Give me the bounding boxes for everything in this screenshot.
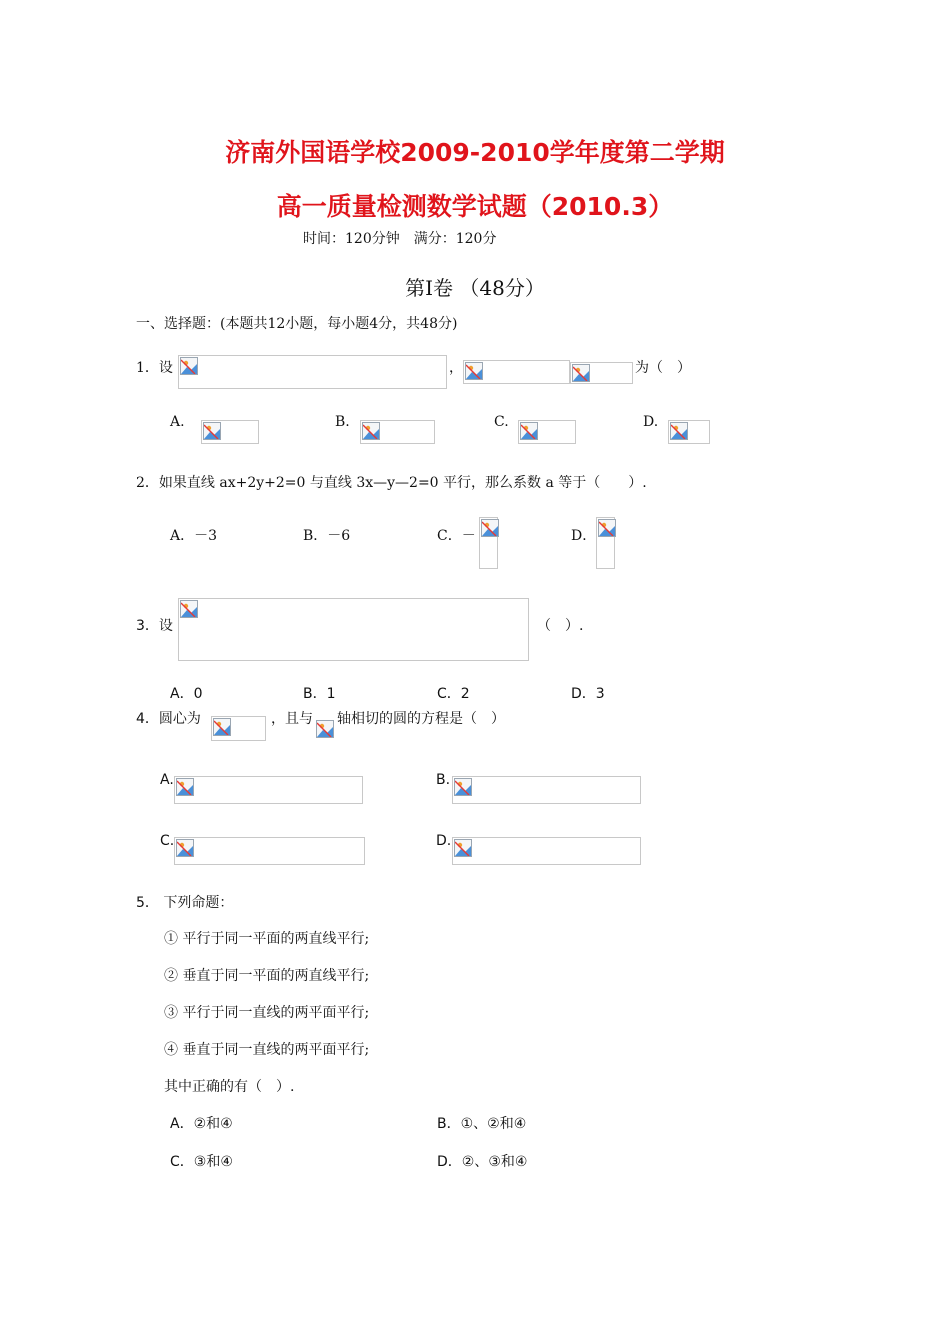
q4-suffix: 轴相切的圆的方程是（ ） xyxy=(337,711,505,727)
q5-stem: 5． 下列命题： xyxy=(136,895,234,911)
q5-item-2: ② 垂直于同一平面的两直线平行; xyxy=(164,968,370,984)
q4-option-c-label: C. xyxy=(160,833,175,849)
q2-option-c: C．－ xyxy=(437,528,476,544)
q4-option-b-label: B. xyxy=(436,772,451,788)
q2-option-c-image xyxy=(479,517,498,569)
broken-image-icon xyxy=(572,364,590,382)
broken-image-icon xyxy=(520,422,538,440)
q4-option-a-image xyxy=(174,776,363,804)
q2-option-d: D． xyxy=(571,528,597,544)
q5-question: 其中正确的有（ ）. xyxy=(164,1079,295,1095)
q5-option-b: B．①、②和④ xyxy=(437,1116,527,1132)
broken-image-icon xyxy=(598,519,616,537)
broken-image-icon xyxy=(176,839,194,857)
q5-option-a: A．②和④ xyxy=(170,1116,233,1132)
q1-number: 1．设 xyxy=(136,360,173,376)
q4-option-d-label: D. xyxy=(436,833,452,849)
q1-option-c-label: C. xyxy=(494,414,509,430)
q4-option-c-image xyxy=(174,837,365,865)
broken-image-icon xyxy=(316,720,334,738)
q5-item-1: ① 平行于同一平面的两直线平行; xyxy=(164,931,370,947)
q5-option-c: C．③和④ xyxy=(170,1154,233,1170)
q2-text: 2．如果直线 ax+2y+2=0 与直线 3x—y—2=0 平行，那么系数 a 等于（ ）. xyxy=(136,475,647,491)
q3-tail: （ ）. xyxy=(537,618,584,634)
q4-option-a-label: A. xyxy=(160,772,174,788)
q3-option-a: A．0 xyxy=(170,686,203,702)
q1-comma: ， xyxy=(449,360,463,376)
broken-image-icon xyxy=(454,839,472,857)
exam-title-line1: 济南外国语学校2009-2010学年度第二学期 xyxy=(225,138,725,167)
broken-image-icon xyxy=(203,422,221,440)
q1-set-formula-image xyxy=(178,355,447,389)
exam-title-line2: 高一质量检测数学试题（2010.3） xyxy=(276,192,674,221)
broken-image-icon xyxy=(454,778,472,796)
q5-option-d: D．②、③和④ xyxy=(437,1154,528,1170)
q4-axis-image xyxy=(315,719,335,739)
q4-middle: ，且与 xyxy=(271,711,313,727)
q1-option-d-label: D. xyxy=(643,414,659,430)
q2-option-b: B．－6 xyxy=(303,528,351,544)
volume-title: 第Ⅰ卷 （48分） xyxy=(405,276,545,300)
q3-number: 3．设 xyxy=(136,618,173,634)
q3-option-c: C．2 xyxy=(437,686,470,702)
q1-option-d-image xyxy=(668,420,710,444)
q5-item-3: ③ 平行于同一直线的两平面平行; xyxy=(164,1005,370,1021)
q1-tail: 为（ ） xyxy=(635,360,691,376)
q4-option-b-image xyxy=(452,776,641,804)
q3-option-b: B．1 xyxy=(303,686,336,702)
broken-image-icon xyxy=(213,718,231,736)
q1-formula-image-3 xyxy=(570,362,633,384)
q2-option-a: A．－3 xyxy=(170,528,218,544)
broken-image-icon xyxy=(481,519,499,537)
q1-option-a-label: A. xyxy=(170,414,185,430)
q3-formula-image xyxy=(178,598,529,661)
q2-option-d-image xyxy=(596,517,615,569)
q5-item-4: ④ 垂直于同一直线的两平面平行; xyxy=(164,1042,370,1058)
broken-image-icon xyxy=(180,357,198,375)
q4-prefix: 4．圆心为 xyxy=(136,711,201,727)
broken-image-icon xyxy=(465,362,483,380)
q4-center-image xyxy=(211,716,266,741)
section-heading: 一、选择题：(本题共12小题，每小题4分，共48分) xyxy=(136,316,458,332)
q1-option-c-image xyxy=(518,420,576,444)
broken-image-icon xyxy=(176,778,194,796)
q1-option-b-image xyxy=(360,420,435,444)
broken-image-icon xyxy=(180,600,198,618)
exam-info: 时间：120分钟 满分：120分 xyxy=(303,231,497,247)
q1-option-b-label: B. xyxy=(335,414,350,430)
q3-option-d: D．3 xyxy=(571,686,605,702)
q1-formula-image-2 xyxy=(463,360,570,384)
broken-image-icon xyxy=(362,422,380,440)
q1-option-a-image xyxy=(201,420,259,444)
broken-image-icon xyxy=(670,422,688,440)
q4-option-d-image xyxy=(452,837,641,865)
